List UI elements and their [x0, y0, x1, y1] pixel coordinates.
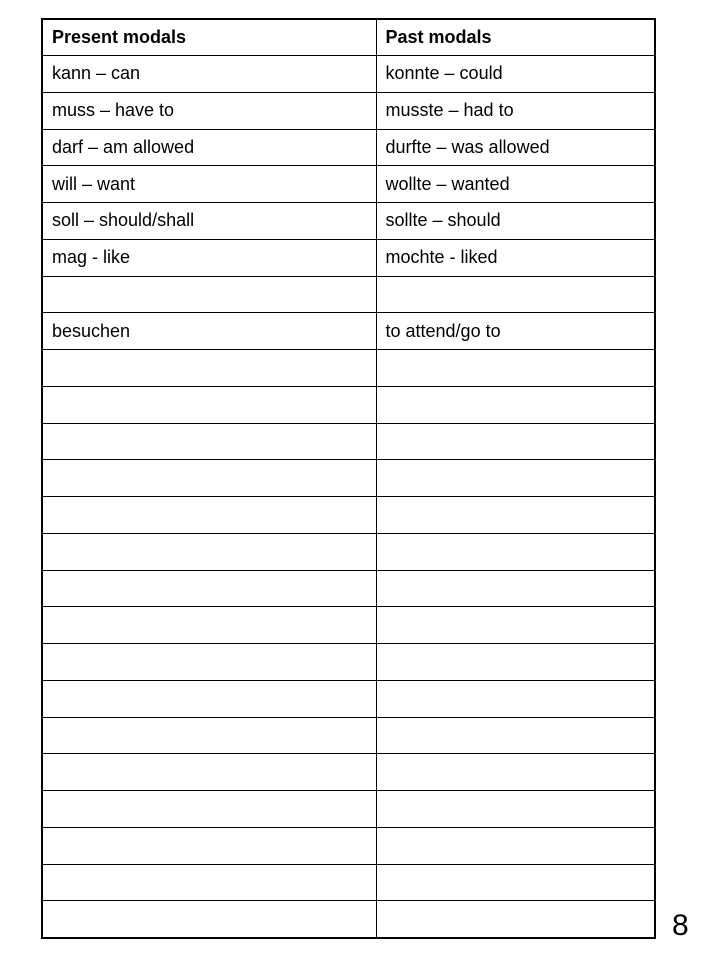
table-row — [43, 864, 654, 901]
table-cell-present — [43, 497, 376, 534]
table-row — [43, 386, 654, 423]
table-cell-present: besuchen — [43, 313, 376, 350]
table-cell-past — [376, 864, 654, 901]
table-cell-present — [43, 570, 376, 607]
table-cell-present: soll – should/shall — [43, 203, 376, 240]
column-header-past-modals: Past modals — [376, 20, 654, 56]
table-cell-present — [43, 607, 376, 644]
page-number: 8 — [672, 909, 689, 942]
table-cell-past — [376, 827, 654, 864]
modal-verbs-table — [43, 20, 654, 937]
table-cell-present: muss – have to — [43, 92, 376, 129]
table-cell-present — [43, 791, 376, 828]
table-cell-past — [376, 276, 654, 313]
table-row — [43, 92, 654, 129]
table-cell-present — [43, 864, 376, 901]
table-cell-present — [43, 276, 376, 313]
table-cell-past: durfte – was allowed — [376, 129, 654, 166]
table-cell-present — [43, 386, 376, 423]
table-cell-past: musste – had to — [376, 92, 654, 129]
table-cell-past — [376, 350, 654, 387]
table-cell-present — [43, 901, 376, 937]
table-cell-past — [376, 607, 654, 644]
table-row — [43, 791, 654, 828]
table-cell-present — [43, 350, 376, 387]
table-cell-past — [376, 460, 654, 497]
table-row — [43, 533, 654, 570]
table-cell-present: mag - like — [43, 239, 376, 276]
table-cell-past: konnte – could — [376, 56, 654, 93]
table-cell-present — [43, 827, 376, 864]
table-cell-present — [43, 644, 376, 681]
table-cell-past — [376, 717, 654, 754]
table-cell-past: mochte - liked — [376, 239, 654, 276]
table-cell-past: to attend/go to — [376, 313, 654, 350]
table-cell-past — [376, 680, 654, 717]
table-cell-present — [43, 754, 376, 791]
table-cell-present: will – want — [43, 166, 376, 203]
table-cell-present: kann – can — [43, 56, 376, 93]
vocabulary-sheet — [41, 18, 656, 939]
table-row — [43, 570, 654, 607]
table-cell-past — [376, 570, 654, 607]
table-row — [43, 497, 654, 534]
table-row — [43, 607, 654, 644]
table-cell-past — [376, 386, 654, 423]
table-row — [43, 166, 654, 203]
table-row — [43, 754, 654, 791]
table-cell-past — [376, 533, 654, 570]
table-row — [43, 313, 654, 350]
table-row — [43, 717, 654, 754]
table-row — [43, 423, 654, 460]
table-row — [43, 276, 654, 313]
table-cell-present — [43, 533, 376, 570]
table-row — [43, 827, 654, 864]
table-body — [43, 56, 654, 938]
table-cell-past — [376, 754, 654, 791]
table-cell-past — [376, 497, 654, 534]
table-cell-present — [43, 423, 376, 460]
table-row — [43, 460, 654, 497]
table-row — [43, 901, 654, 937]
table-cell-past — [376, 901, 654, 937]
table-row — [43, 56, 654, 93]
table-row — [43, 239, 654, 276]
table-row — [43, 644, 654, 681]
table-row — [43, 680, 654, 717]
table-cell-present: darf – am allowed — [43, 129, 376, 166]
table-cell-past: sollte – should — [376, 203, 654, 240]
table-header-row — [43, 20, 654, 56]
table-cell-past — [376, 644, 654, 681]
table-cell-present — [43, 460, 376, 497]
table-cell-past — [376, 791, 654, 828]
table-row — [43, 203, 654, 240]
table-cell-past — [376, 423, 654, 460]
table-cell-present — [43, 680, 376, 717]
column-header-present-modals: Present modals — [43, 20, 376, 56]
table-cell-present — [43, 717, 376, 754]
table-row — [43, 129, 654, 166]
table-cell-past: wollte – wanted — [376, 166, 654, 203]
table-row — [43, 350, 654, 387]
